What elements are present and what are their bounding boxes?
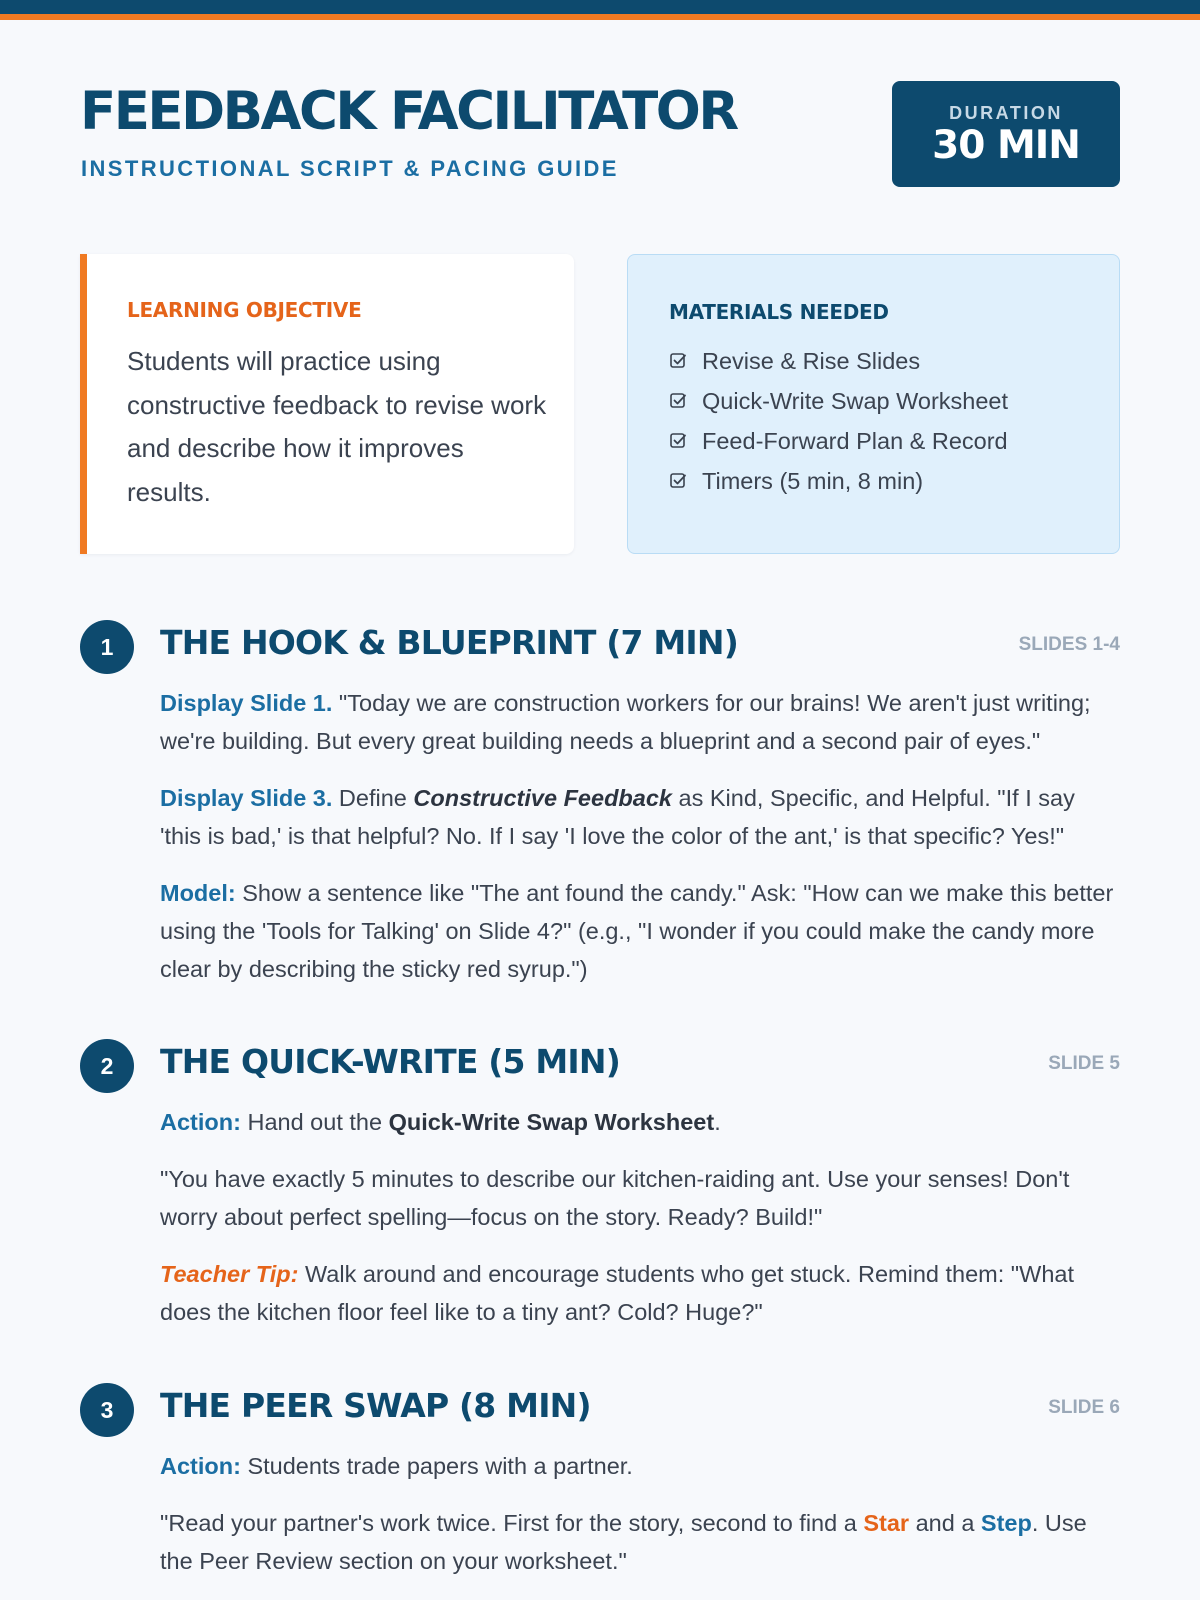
script-quote: "You have exactly 5 minutes to describe our kitchen-raiding ant. Use your senses! Don't worry about perfect spelling—focus on the story. Ready? Build!" [160, 1166, 1070, 1230]
step-label: Step [980, 1510, 1032, 1536]
slide-reference: SLIDE 6 [1048, 1397, 1120, 1418]
learning-objective-card [80, 254, 574, 554]
slide-reference: SLIDE 5 [1048, 1053, 1120, 1074]
materials-list [669, 341, 1008, 501]
checkbox-checked-icon [669, 432, 687, 450]
list-item [669, 461, 1008, 501]
worksheet-name: Quick-Write Swap Worksheet [388, 1109, 715, 1135]
teacher-tip-label: Teacher Tip: [160, 1261, 299, 1287]
checkbox-checked-icon [669, 392, 687, 410]
duration-badge [892, 81, 1120, 187]
step-number-badge: 1 [80, 620, 134, 674]
paragraph [160, 874, 1120, 988]
paragraph [160, 684, 1120, 760]
instruction-text: Hand out the [240, 1109, 389, 1135]
instruction-text: Define [332, 785, 414, 811]
section-body [160, 1447, 1120, 1599]
page-subtitle: INSTRUCTIONAL SCRIPT & PACING GUIDE [81, 156, 619, 181]
checkbox-checked-icon [669, 352, 687, 370]
instruction-text: Walk around and encourage students who get stuck. Remind them: "What does the kitchen floor feel like to a tiny ant? Cold? Huge?" [160, 1261, 1074, 1325]
instruction-lead: Action: [160, 1453, 241, 1479]
paragraph [160, 1447, 1120, 1485]
key-term: Constructive Feedback [413, 785, 672, 811]
instruction-lead: Action: [160, 1109, 241, 1135]
list-item [669, 381, 1008, 421]
page-title: FEEDBACK FACILITATOR [80, 81, 737, 142]
top-banner-bar [0, 0, 1200, 14]
step-number-badge: 3 [80, 1383, 134, 1437]
duration-value: 30 MIN [932, 123, 1080, 168]
instruction-text: as Kind, Specific, and Helpful. "If I say 'this is bad,' is that helpful? No. If I say 'I love the color of the ant,' is that specific? Yes!" [160, 785, 1075, 849]
material-label: Quick-Write Swap Worksheet [702, 387, 1009, 414]
instruction-text: . [714, 1109, 721, 1135]
materials-heading: MATERIALS NEEDED [669, 300, 889, 324]
section-title: THE HOOK & BLUEPRINT (7 MIN) [160, 623, 738, 662]
star-label: Star [863, 1510, 910, 1536]
checkbox-checked-icon [669, 472, 687, 490]
instruction-text: "Read your partner's work twice. First for the story, second to find a [160, 1510, 864, 1536]
objective-heading: LEARNING OBJECTIVE [127, 298, 362, 322]
instruction-text: Students trade papers with a partner. [240, 1453, 633, 1479]
paragraph [160, 1504, 1120, 1580]
section-title: THE QUICK-WRITE (5 MIN) [160, 1042, 621, 1081]
top-accent-stripe [0, 14, 1200, 20]
duration-label: DURATION [949, 103, 1063, 123]
section-title: THE PEER SWAP (8 MIN) [160, 1386, 591, 1425]
material-label: Revise & Rise Slides [702, 347, 921, 374]
instruction-lead: Display Slide 3. [160, 785, 333, 811]
paragraph [160, 1103, 1120, 1141]
instruction-text: "Today we are construction workers for our brains! We aren't just writing; we're building. But every great building needs a blueprint and a second pair of eyes." [160, 690, 1091, 754]
instruction-lead: Display Slide 1. [160, 690, 333, 716]
material-label: Timers (5 min, 8 min) [702, 467, 924, 494]
slide-reference: SLIDES 1-4 [1018, 634, 1120, 655]
instruction-text: . Use the Peer Review section on your worksheet." [160, 1510, 1087, 1574]
materials-card [627, 254, 1120, 554]
paragraph [160, 779, 1120, 855]
instruction-lead: Model: [160, 880, 236, 906]
paragraph [160, 1255, 1120, 1331]
material-label: Feed-Forward Plan & Record [702, 427, 1008, 454]
section-body [160, 1103, 1120, 1350]
page-header [80, 78, 1120, 188]
step-number-badge: 2 [80, 1039, 134, 1093]
list-item [669, 421, 1008, 461]
section-body [160, 684, 1120, 1007]
paragraph [160, 1160, 1120, 1236]
list-item [669, 341, 1008, 381]
instruction-text: and a [909, 1510, 981, 1536]
objective-text: Students will practice using constructive feedback to revise work and describe how it improves results. [127, 346, 547, 507]
instruction-text: Show a sentence like "The ant found the candy." Ask: "How can we make this better using the 'Tools for Talking' on Slide 4?" (e.g., "I wonder if you could make the candy more clear by describing the sticky red syrup.") [160, 880, 1114, 982]
